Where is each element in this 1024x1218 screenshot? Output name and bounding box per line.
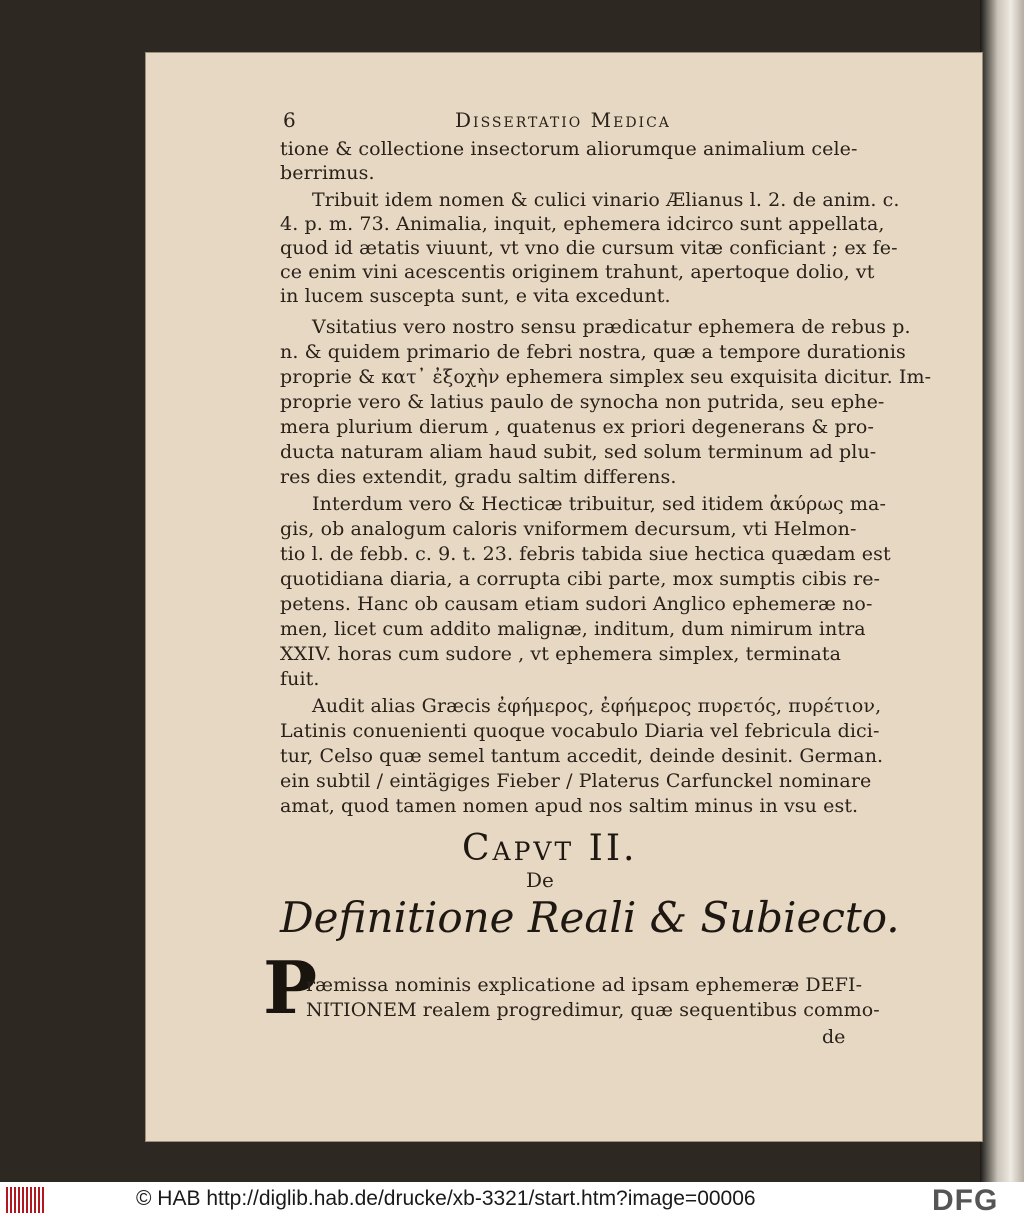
text-line: res dies extendit, gradu saltim differens.	[280, 466, 677, 488]
chapter-heading: Capvt II.	[462, 828, 638, 869]
page-number: 6	[283, 108, 296, 132]
text-line: Tribuit idem nomen & culici vinario Ælianus l. 2. de anim. c.	[312, 189, 900, 211]
text-line: tione & collectione insectorum aliorumque animalium cele-	[280, 138, 858, 160]
text-line: 4. p. m. 73. Animalia, inquit, ephemera idcirco sunt appellata,	[280, 213, 885, 235]
chapter-de: De	[526, 868, 554, 892]
text-line: proprie vero & latius paulo de synocha non putrida, seu ephe-	[280, 391, 885, 413]
text-line: proprie & κατ᾽ ἐξοχὴν ephemera simplex seu exquisita dicitur. Im-	[280, 366, 932, 388]
chapter-title: Definitione Reali & Subiecto.	[280, 893, 900, 942]
text-line: Interdum vero & Hecticæ tribuitur, sed itidem ἀκύρως ma-	[312, 493, 886, 515]
text-line: in lucem suscepta sunt, e vita excedunt.	[280, 285, 671, 307]
text-line: amat, quod tamen nomen apud nos saltim minus in vsu est.	[280, 795, 859, 817]
text-line: Vsitatius vero nostro sensu prædicatur ephemera de rebus p.	[312, 316, 911, 338]
text-line: quotidiana diaria, a corrupta cibi parte, mox sumptis cibis re-	[280, 568, 881, 590]
text-line: quod id ætatis viuunt, vt vno die cursum vitæ conficiant ; ex fe-	[280, 237, 898, 259]
text-line: men, licet cum addito malignæ, inditum, dum nimirum intra	[280, 618, 866, 640]
text-line: ce enim vini acescentis originem trahunt, apertoque dolio, vt	[280, 261, 875, 283]
catchword: de	[822, 1026, 846, 1048]
barcode-icon	[6, 1187, 46, 1213]
text-line: NITIONEM realem progredimur, quæ sequentibus commo-	[306, 999, 880, 1021]
text-line: mera plurium dierum , quatenus ex priori degenerans & pro-	[280, 416, 874, 438]
text-line: ducta naturam aliam haud subit, sed solum terminum ad plu-	[280, 441, 877, 463]
text-line: gis, ob analogum caloris vniformem decursum, vti Helmon-	[280, 518, 857, 540]
text-line: berrimus.	[280, 162, 375, 184]
running-title: Dissertatio Medica	[455, 108, 671, 132]
footer-credit-link[interactable]: © HAB http://diglib.hab.de/drucke/xb-3321/start.htm?image=00006	[136, 1187, 756, 1210]
text-line: Latinis conuenienti quoque vocabulo Diaria vel febricula dici-	[280, 720, 880, 742]
dfg-logo: DFG	[932, 1184, 999, 1217]
text-line: n. & quidem primario de febri nostra, quæ a tempore durationis	[280, 341, 906, 363]
drop-capital: P	[263, 945, 318, 1030]
footer-bar	[0, 1182, 1024, 1218]
text-line: Audit alias Græcis ἐφήμερος, ἐφήμερος πυρετός, πυρέτιον,	[312, 695, 882, 717]
text-line: fuit.	[280, 668, 320, 690]
text-line: tur, Celso quæ semel tantum accedit, deinde desinit. German.	[280, 745, 884, 767]
text-line: petens. Hanc ob causam etiam sudori Anglico ephemeræ no-	[280, 593, 873, 615]
text-line: ræmissa nominis explicatione ad ipsam ephemeræ DEFI-	[306, 974, 863, 996]
text-line: tio l. de febb. c. 9. t. 23. febris tabida siue hectica quædam est	[280, 543, 891, 565]
adjacent-page-edge	[980, 0, 1024, 1182]
text-line: ein subtil / eintägiges Fieber / Platerus Carfunckel nominare	[280, 770, 872, 792]
text-line: XXIV. horas cum sudore , vt ephemera simplex, terminata	[280, 643, 842, 665]
